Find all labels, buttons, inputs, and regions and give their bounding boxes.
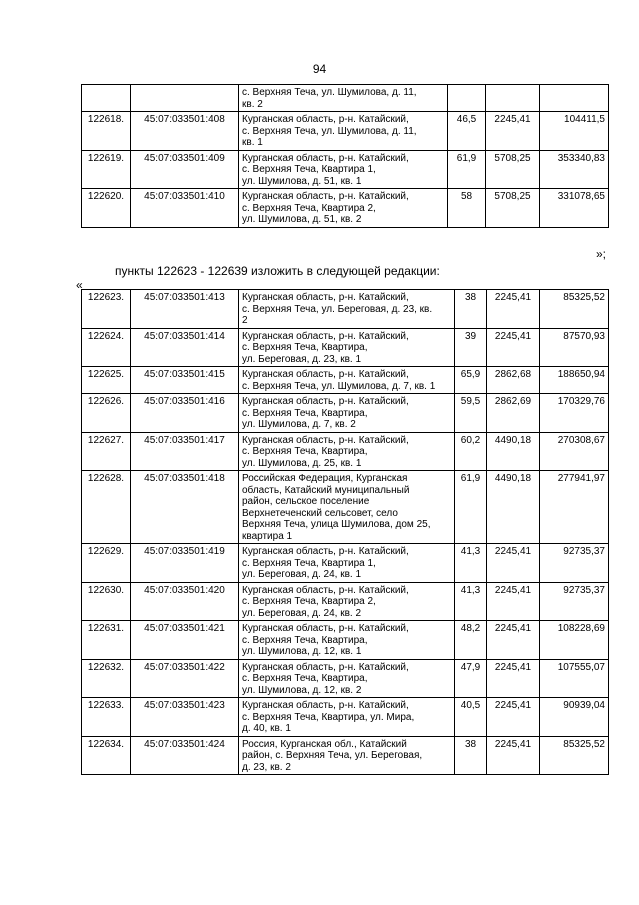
unit-value-cell: 2245,41 <box>486 112 540 151</box>
cadastral-number-cell: 45:07:033501:418 <box>131 471 239 544</box>
address-line: с. Верхняя Теча, Квартира, ул. Мира, <box>242 711 415 723</box>
address-line: Курганская область, р-н. Катайский, <box>242 623 409 634</box>
unit-value-cell: 2245,41 <box>487 698 540 737</box>
address-line: кв. 2 <box>242 98 263 110</box>
cadastral-value-cell: 331078,65 <box>540 189 609 228</box>
address-line: с. Верхняя Теча, Квартира 1, <box>242 164 376 175</box>
area-cell: 47,9 <box>455 659 487 698</box>
table-row <box>82 367 609 394</box>
closing-quote: »; <box>596 247 607 261</box>
address-line: Курганская область, р-н. Катайский, <box>242 152 409 164</box>
address-line: Курганская область, р-н. Катайский, <box>242 584 409 596</box>
page-number: 94 <box>312 62 327 76</box>
cadastral-value-cell: 353340,83 <box>540 150 609 189</box>
row-number-cell: 122629. <box>82 544 131 583</box>
cadastral-value-cell: 85325,52 <box>540 736 609 775</box>
address-line: ул. Шумилова, д. 12, кв. 1 <box>242 646 362 657</box>
address-line: ул. Шумилова, д. 51, кв. 1 <box>242 175 362 187</box>
row-number-cell: 122625. <box>82 367 131 394</box>
area-cell: 41,3 <box>455 582 487 621</box>
row-number-cell: 122631. <box>82 621 131 660</box>
cadastral-value-cell: 90939,04 <box>540 698 609 737</box>
address-line: с. Верхняя Теча, Квартира, <box>242 342 368 353</box>
area-cell: 38 <box>455 736 487 775</box>
table-row <box>82 432 609 471</box>
unit-value-cell: 2862,68 <box>487 367 540 394</box>
cadastral-number-cell: 45:07:033501:422 <box>131 659 239 698</box>
address-line: с. Верхняя Теча, ул. Шумилова, д. 7, кв. 1 <box>242 380 436 392</box>
cadastral-number-cell: 45:07:033501:409 <box>131 150 239 189</box>
cadastral-value-cell: 188650,94 <box>540 367 609 394</box>
table-row <box>82 582 609 621</box>
address-line: Верхняя Теча, улица Шумилова, дом 25, <box>242 519 431 530</box>
row-number-cell <box>82 85 131 112</box>
address-line: Курганская область, р-н. Катайский, <box>242 661 409 673</box>
address-cell <box>239 394 455 433</box>
area-cell: 48,2 <box>455 621 487 660</box>
cadastral-value-cell: 87570,93 <box>540 328 609 367</box>
address-line: с. Верхняя Теча, ул. Шумилова, д. 11, <box>242 87 417 98</box>
address-line: Курганская область, р-н. Катайский, <box>242 396 409 407</box>
unit-value-cell: 2245,41 <box>487 582 540 621</box>
address-cell <box>239 189 448 228</box>
cadastral-number-cell: 45:07:033501:408 <box>131 112 239 151</box>
area-cell: 61,9 <box>455 471 487 544</box>
cadastral-value-cell: 107555,07 <box>540 659 609 698</box>
address-line: район, с. Верхняя Теча, ул. Береговая, <box>242 750 423 761</box>
address-cell <box>239 150 448 189</box>
unit-value-cell: 4490,18 <box>487 471 540 544</box>
address-line: Курганская область, р-н. Катайский, <box>242 546 409 557</box>
unit-value-cell: 2245,41 <box>487 736 540 775</box>
cadastral-value-cell: 85325,52 <box>540 290 609 329</box>
table-row <box>82 150 609 189</box>
cadastral-number-cell: 45:07:033501:420 <box>131 582 239 621</box>
cadastral-value-cell: 108228,69 <box>540 621 609 660</box>
address-line: Курганская область, р-н. Катайский, <box>242 191 409 202</box>
address-line: Курганская область, р-н. Катайский, <box>242 434 409 446</box>
address-line: квартира 1 <box>242 530 293 542</box>
address-line: Курганская область, р-н. Катайский, <box>242 292 409 303</box>
address-line: Курганская область, р-н. Катайский, <box>242 369 409 380</box>
address-line: Верхнетеченский сельсовет, село <box>242 507 398 519</box>
row-number-cell: 122634. <box>82 736 131 775</box>
area-cell: 46,5 <box>448 112 486 151</box>
address-line: ул. Береговая, д. 24, кв. 2 <box>242 607 362 619</box>
area-cell: 41,3 <box>455 544 487 583</box>
address-line: с. Верхняя Теча, Квартира 2, <box>242 596 376 607</box>
row-number-cell: 122628. <box>82 471 131 544</box>
cadastral-number-cell: 45:07:033501:421 <box>131 621 239 660</box>
area-cell: 58 <box>448 189 486 228</box>
instruction-text: пункты 122623 - 122639 изложить в следующей редакции: <box>115 264 440 278</box>
address-line: с. Верхняя Теча, Квартира, <box>242 407 368 419</box>
address-line: район, сельское поселение <box>242 496 370 507</box>
area-cell: 65,9 <box>455 367 487 394</box>
unit-value-cell: 5708,25 <box>486 150 540 189</box>
unit-value-cell: 2245,41 <box>487 328 540 367</box>
area-cell: 39 <box>455 328 487 367</box>
address-line: ул. Шумилова, д. 25, кв. 1 <box>242 457 362 469</box>
unit-value-cell <box>486 85 540 112</box>
address-line: д. 23, кв. 2 <box>242 761 291 773</box>
address-cell <box>239 698 455 737</box>
address-line: с. Верхняя Теча, ул. Шумилова, д. 11, <box>242 125 417 137</box>
address-line: область, Катайский муниципальный <box>242 484 410 496</box>
row-number-cell: 122626. <box>82 394 131 433</box>
area-cell: 40,5 <box>455 698 487 737</box>
cadastral-value-cell: 170329,76 <box>540 394 609 433</box>
registry-table-main <box>81 289 609 775</box>
cadastral-value-cell: 270308,67 <box>540 432 609 471</box>
opening-quote: « <box>76 278 83 292</box>
table-row <box>82 659 609 698</box>
row-number-cell: 122627. <box>82 432 131 471</box>
address-line: ул. Береговая, д. 24, кв. 1 <box>242 569 362 580</box>
cadastral-number-cell: 45:07:033501:419 <box>131 544 239 583</box>
table-row <box>82 85 609 112</box>
address-line: Россия, Курганская обл., Катайский <box>242 738 407 750</box>
address-cell <box>239 582 455 621</box>
cadastral-number-cell: 45:07:033501:413 <box>131 290 239 329</box>
table-row <box>82 112 609 151</box>
address-line: кв. 1 <box>242 137 263 148</box>
address-cell <box>239 367 455 394</box>
cadastral-number-cell: 45:07:033501:424 <box>131 736 239 775</box>
cadastral-value-cell: 92735,37 <box>540 544 609 583</box>
address-cell <box>239 290 455 329</box>
address-cell <box>239 544 455 583</box>
address-cell <box>239 85 448 112</box>
address-cell <box>239 112 448 151</box>
registry-table-top <box>81 84 609 228</box>
address-line: ул. Шумилова, д. 51, кв. 2 <box>242 214 362 225</box>
unit-value-cell: 2245,41 <box>487 621 540 660</box>
row-number-cell: 122630. <box>82 582 131 621</box>
unit-value-cell: 4490,18 <box>487 432 540 471</box>
address-line: Курганская область, р-н. Катайский, <box>242 330 409 342</box>
address-line: с. Верхняя Теча, Квартира, <box>242 634 368 646</box>
table-row <box>82 698 609 737</box>
cadastral-number-cell: 45:07:033501:417 <box>131 432 239 471</box>
table-row <box>82 394 609 433</box>
address-line: Курганская область, р-н. Катайский, <box>242 114 409 125</box>
address-line: д. 40, кв. 1 <box>242 723 291 734</box>
unit-value-cell: 2245,41 <box>487 544 540 583</box>
area-cell: 61,9 <box>448 150 486 189</box>
address-line: Курганская область, р-н. Катайский, <box>242 700 409 711</box>
cadastral-value-cell <box>540 85 609 112</box>
address-line: с. Верхняя Теча, Квартира, <box>242 446 368 457</box>
unit-value-cell: 2245,41 <box>487 659 540 698</box>
cadastral-value-cell: 92735,37 <box>540 582 609 621</box>
address-cell <box>239 328 455 367</box>
table-row <box>82 328 609 367</box>
area-cell: 38 <box>455 290 487 329</box>
row-number-cell: 122620. <box>82 189 131 228</box>
cadastral-number-cell: 45:07:033501:414 <box>131 328 239 367</box>
table-row <box>82 290 609 329</box>
address-line: ул. Шумилова, д. 7, кв. 2 <box>242 419 356 430</box>
table-row <box>82 621 609 660</box>
address-line: с. Верхняя Теча, Квартира 1, <box>242 557 376 569</box>
unit-value-cell: 5708,25 <box>486 189 540 228</box>
address-cell <box>239 659 455 698</box>
row-number-cell: 122623. <box>82 290 131 329</box>
row-number-cell: 122619. <box>82 150 131 189</box>
address-cell <box>239 736 455 775</box>
table-row <box>82 471 609 544</box>
address-cell <box>239 621 455 660</box>
address-cell <box>239 432 455 471</box>
address-line: с. Верхняя Теча, ул. Береговая, д. 23, кв. <box>242 303 433 315</box>
address-line: ул. Шумилова, д. 12, кв. 2 <box>242 684 362 696</box>
address-line: с. Верхняя Теча, Квартира, <box>242 673 368 684</box>
unit-value-cell: 2862,69 <box>487 394 540 433</box>
row-number-cell: 122624. <box>82 328 131 367</box>
address-cell <box>239 471 455 544</box>
cadastral-number-cell <box>131 85 239 112</box>
cadastral-number-cell: 45:07:033501:410 <box>131 189 239 228</box>
address-line: 2 <box>242 315 248 326</box>
cadastral-number-cell: 45:07:033501:423 <box>131 698 239 737</box>
row-number-cell: 122633. <box>82 698 131 737</box>
table-row <box>82 736 609 775</box>
table-row <box>82 189 609 228</box>
area-cell: 59,5 <box>455 394 487 433</box>
cadastral-value-cell: 277941,97 <box>540 471 609 544</box>
unit-value-cell: 2245,41 <box>487 290 540 329</box>
address-line: Российская Федерация, Курганская <box>242 473 408 484</box>
row-number-cell: 122618. <box>82 112 131 151</box>
row-number-cell: 122632. <box>82 659 131 698</box>
table-row <box>82 544 609 583</box>
area-cell <box>448 85 486 112</box>
cadastral-value-cell: 104411,5 <box>540 112 609 151</box>
area-cell: 60,2 <box>455 432 487 471</box>
address-line: с. Верхняя Теча, Квартира 2, <box>242 202 376 214</box>
address-line: ул. Береговая, д. 23, кв. 1 <box>242 353 362 365</box>
cadastral-number-cell: 45:07:033501:416 <box>131 394 239 433</box>
cadastral-number-cell: 45:07:033501:415 <box>131 367 239 394</box>
